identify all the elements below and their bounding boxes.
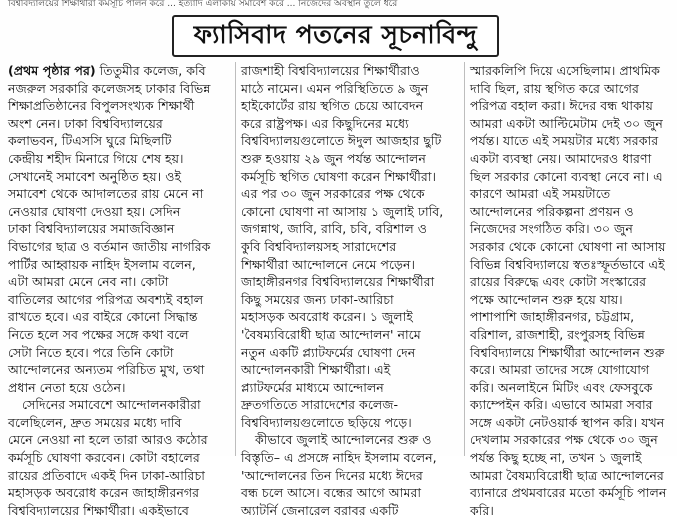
column-1-line: বিভাগের ছাত্র ও বর্তমান জাতীয় নাগরিক [8, 238, 211, 254]
column-3-line: বিশ্ববিদ্যালয়ে শিক্ষার্থীরা আন্দোলন শুরু [470, 344, 665, 360]
column-1-line: নিতে হলে সব পক্ষের সঙ্গে কথা বলে [8, 326, 189, 342]
column-1-line: নেওয়ার ঘোষণা দেওয়া হয়। সেদিন [8, 203, 181, 219]
column-3-line: করে। আমরা তাদের সঙ্গে যোগাযোগ [470, 362, 650, 378]
column-3-line: আন্দোলনের পরিকল্পনা প্রণয়ন ও [470, 203, 634, 219]
column-3-line: ব্যানারে প্রথমবারের মতো কর্মসূচি পালন [470, 485, 667, 501]
column-2-line: কর্মসূচি স্থগিত ঘোষণা করেন শিক্ষার্থীরা। [241, 168, 436, 184]
column-1-line: সেটা নিতে হবে। পরে তিনি কোটা [8, 344, 174, 360]
column-3-line: পরিপত্র বহাল করা। ঈদের বন্ধ থাকায় [470, 98, 653, 114]
column-3-line: বরিশাল, রাজশাহী, রংপুরসহ বিভিন্ন [470, 326, 645, 342]
column-3-line: পাশাপাশি জাহাঙ্গীরনগর, চট্টগ্রাম, [470, 309, 635, 325]
column-2-line: মাঠে নামেন। এমন পরিস্থিতিতে ৯ জুন [241, 80, 429, 96]
column-3-line: দেখলাম সরকারের পক্ষ থেকে ৩০ জুন [470, 432, 658, 448]
column-1-line: প্রধান নেতা হয়ে ওঠেন। [8, 379, 126, 395]
column-1-line: আন্দোলনের অন্যতম পরিচিত মুখ, তথা [8, 362, 205, 378]
column-2-line: জাহাঙ্গীরনগর বিশ্ববিদ্যালয়ের শিক্ষার্থীরা [241, 274, 435, 290]
column-2-line: শুরু হওয়ায় ২৯ জুন পর্যন্ত আন্দোলন [241, 150, 426, 166]
column-2-line: 'বৈষম্যবিরোধী ছাত্র আন্দোলন' নামে [241, 326, 421, 342]
column-3-line: পক্ষে আন্দোলন শুরু হয়ে যায়। [470, 291, 623, 307]
column-2-line: আন্দোলনকারী শিক্ষার্থীরা। এই [241, 362, 391, 378]
column-2-line: অ্যাটর্নি জেনারেল বরাবর একটি [241, 502, 399, 518]
column-1-line: ঢাকা বিশ্ববিদ্যালয়ের সমাজবিজ্ঞান [8, 221, 175, 237]
column-2-paragraph-start: কীভাবে জুলাই আন্দোলনের শুরু ও [255, 432, 432, 448]
column-2-line: রাজশাহী বিশ্ববিদ্যালয়ের শিক্ষার্থীরাও [241, 63, 420, 78]
column-2-line: মহাসড়ক অবরোধ করেন। ১ জুলাই [241, 309, 413, 325]
column-1-line: কলাভবন, টিএসসি ঘুরে মিছিলটি [8, 133, 172, 149]
article-headline: ফ্যাসিবাদ পতনের সূচনাবিন্দু [193, 19, 478, 49]
column-1-line: কেন্দ্রীয় শহীদ মিনারে গিয়ে শেষ হয়। [8, 150, 184, 166]
column-1-line: বিশ্ববিদ্যালয়ের শিক্ষার্থীরা। একইভাবে [8, 502, 189, 518]
column-2-line: এর পর ৩০ জুন সরকারের পক্ষ থেকে [241, 186, 425, 202]
column-1-line: রাখতে হবে। এর বাইরে কোনো সিদ্ধান্ত [8, 309, 198, 325]
column-1-line: সমাবেশ থেকে আদালতের রায় মেনে না [8, 186, 204, 202]
column-1-line: বাতিলের আগের পরিপত্র অবশ্যই বহাল [8, 291, 204, 307]
column-3-line: আমরা একটা আল্টিমেটাম দেই ৩০ জুন [470, 115, 663, 131]
column-2-line: নতুন একটি প্ল্যাটফর্মের ঘোষণা দেন [241, 344, 416, 360]
column-divider-1 [235, 62, 236, 456]
column-3-line: বিভিন্ন বিশ্ববিদ্যালয়ে স্বতঃস্ফূর্তভাবে এই [470, 256, 665, 272]
column-3-line: নিজেদের সংগঠিত করি। ৩০ জুন [470, 221, 633, 237]
column-3-line: আমরা বৈষম্যবিরোধী ছাত্র আন্দোলনের [470, 467, 664, 483]
column-3-line: পর্যন্ত কিছু হচ্ছে না, তখন ১ জুলাই [470, 450, 642, 466]
column-1-line: নজরুল সরকারি কলেজসহ ঢাকার বিভিন্ন [8, 80, 211, 96]
continuation-marker: (প্রথম পৃষ্ঠার পর) [8, 63, 96, 78]
column-1-line: বলেছিলেন, দ্রুত সময়ের মধ্যে দাবি [8, 414, 182, 430]
column-3-line: পর্যন্ত। যাতে এই সময়টার মধ্যে সরকার [470, 133, 659, 149]
column-1-line: অংশ নেন। ঢাকা বিশ্ববিদ্যালয়ের [8, 115, 163, 131]
column-3-line: সরকার থেকে কোনো ঘোষণা না আসায় [470, 238, 666, 254]
article-column-3 [470, 62, 670, 518]
column-3-line: ছিল সরকার কোনো ব্যবস্থা নেবে না। এ [470, 168, 663, 184]
column-2-line: বিশ্ববিদ্যালয়গুলোতে ছড়িয়ে পড়ে। [241, 414, 412, 430]
column-1-line: মহাসড়ক অবরোধ করেন জাহাঙ্গীরনগর [8, 485, 200, 501]
column-3-line: কারণে আমরা এই সময়টাতে [470, 186, 611, 202]
column-2-line: কোনো ঘোষণা না আসায় ১ জুলাই ঢাবি, [241, 203, 444, 219]
column-2-line: কুবি বিশ্ববিদ্যালয়সহ সারাদেশের [241, 238, 397, 254]
column-3-line: করি। অনলাইনে মিটিং এবং ফেসবুকে [470, 379, 653, 395]
column-3-line: ক্যাম্পেইন করি। এভাবে আমরা সবার [470, 397, 653, 413]
column-1-line: এটা আমরা মেনে নেব না। কোটা [8, 274, 169, 290]
column-3-line: রায়ের বিরুদ্ধে এবং কোটা সংস্কারের [470, 274, 647, 290]
column-3-line: সঙ্গে একটা নেটওয়ার্ক স্থাপন করি। যখন [470, 414, 665, 430]
column-1-line: পার্টির আহ্বায়ক নাহিদ ইসলাম বলেন, [8, 256, 196, 272]
column-2-line: বিস্তৃতি– এ প্রসঙ্গে নাহিদ ইসলাম বলেন, [241, 450, 437, 466]
column-3-line: করি। [470, 502, 494, 518]
column-1-line: রায়ের প্রতিবাদে একই দিন ঢাকা-আরিচা [8, 467, 205, 483]
column-2-line: বন্ধ চলে আসে। বন্ধের আগে আমরা [241, 485, 422, 501]
column-1-line: কর্মসূচি ঘোষণা করবেন। কোটা বহালের [8, 450, 200, 466]
column-2-line: করে রাষ্ট্রপক্ষ। এর কিছুদিনের মধ্যে [241, 115, 409, 131]
column-2-line: দ্রুতগতিতে সারাদেশের কলেজ- [241, 397, 399, 413]
column-2-line: প্ল্যাটফর্মের মাধ্যমে আন্দোলন [241, 379, 384, 395]
headline-box [172, 15, 499, 57]
column-2-line: জগন্নাথ, জাবি, রাবি, চবি, বরিশাল ও [241, 221, 427, 237]
column-3-line: একটা ব্যবস্থা নেয়। আমাদেরও ধারণা [470, 150, 652, 166]
column-2-line: বিশ্ববিদ্যালয়গুলোতে ঈদুল আজহার ছুটি [241, 133, 442, 149]
column-2-line: 'আন্দোলনের তিন দিনের মধ্যে ঈদের [241, 467, 423, 483]
previous-article-strip: বিশ্ববিদ্যালয়ের শিক্ষার্থীরা কর্মসূচি পালন করে ... ইত্যাদি এলাকায় সমাবেশ করে ... নিজেদের অবস্থান তুলে ধরে [8, 0, 398, 9]
article-column-2 [241, 62, 459, 518]
column-1-paragraph-start: সেদিনের সমাবেশে আন্দোলনকারীরা [22, 397, 201, 413]
column-2-line: শিক্ষার্থীরা আন্দোলনে নেমে পড়েন। [241, 256, 416, 272]
article-column-1 [8, 62, 230, 518]
column-1-line: সেখানেই সমাবেশ অনুষ্ঠিত হয়। ওই [8, 168, 182, 184]
column-3-line: দাবি ছিল, রায় স্থগিত করে আগের [470, 80, 639, 96]
column-divider-2 [464, 62, 465, 456]
column-1-line: মেনে নেওয়া না হলে তারা আরও কঠোর [8, 432, 208, 448]
column-1-line-text: তিতুমীর কলেজ, কবি [99, 63, 206, 78]
column-1-line-1 [8, 62, 230, 80]
column-1-line: শিক্ষাপ্রতিষ্ঠানের বিপুলসংখ্যক শিক্ষার্থী [8, 98, 195, 114]
column-2-line: হাইকোর্টের রায় স্থগিত চেয়ে আবেদন [241, 98, 424, 114]
column-2-line: কিছু সময়ের জন্য ঢাকা-আরিচা [241, 291, 394, 307]
column-3-line: স্মারকলিপি দিয়ে এসেছিলাম। প্রাথমিক [470, 63, 660, 78]
